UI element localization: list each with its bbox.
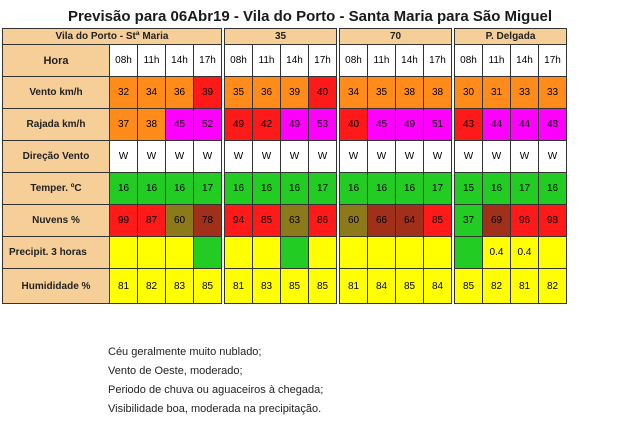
data-row bbox=[3, 109, 567, 141]
value-cell bbox=[368, 237, 396, 269]
value-cell: 98 bbox=[539, 205, 567, 237]
value-cell: 17 bbox=[309, 173, 337, 205]
hour-cell: 11h bbox=[368, 45, 396, 77]
value-cell: 49 bbox=[281, 109, 309, 141]
value-cell: 85 bbox=[194, 269, 222, 304]
value-cell: 52 bbox=[194, 109, 222, 141]
value-cell: 85 bbox=[253, 205, 281, 237]
value-cell bbox=[166, 237, 194, 269]
value-cell: 33 bbox=[511, 77, 539, 109]
value-cell: W bbox=[309, 141, 337, 173]
value-cell: 85 bbox=[309, 269, 337, 304]
note-line: Vento de Oeste, moderado; bbox=[108, 365, 243, 377]
location-header: Vila do Porto - Stª Maria bbox=[3, 29, 222, 45]
hour-cell: 14h bbox=[166, 45, 194, 77]
value-cell: 16 bbox=[281, 173, 309, 205]
value-cell: 85 bbox=[424, 205, 452, 237]
value-cell: W bbox=[340, 141, 368, 173]
value-cell: W bbox=[368, 141, 396, 173]
value-cell: 99 bbox=[110, 205, 138, 237]
value-cell: 40 bbox=[309, 77, 337, 109]
location-header: P. Delgada bbox=[455, 29, 567, 45]
hour-row bbox=[3, 45, 567, 77]
value-cell: 87 bbox=[138, 205, 166, 237]
value-cell: 43 bbox=[455, 109, 483, 141]
location-header-row bbox=[3, 29, 567, 45]
value-cell bbox=[253, 237, 281, 269]
value-cell bbox=[138, 237, 166, 269]
value-cell: 0.4 bbox=[511, 237, 539, 269]
row-label: Temper. ºC bbox=[3, 173, 110, 205]
row-label: Hora bbox=[3, 45, 110, 77]
row-label: Direção Vento bbox=[3, 141, 110, 173]
value-cell: 44 bbox=[483, 109, 511, 141]
value-cell: 16 bbox=[340, 173, 368, 205]
value-cell: 60 bbox=[340, 205, 368, 237]
value-cell: 48 bbox=[539, 109, 567, 141]
value-cell bbox=[194, 237, 222, 269]
forecast-notes bbox=[108, 343, 323, 419]
hour-cell: 08h bbox=[455, 45, 483, 77]
value-cell: 85 bbox=[281, 269, 309, 304]
value-cell: W bbox=[511, 141, 539, 173]
value-cell: 63 bbox=[281, 205, 309, 237]
value-cell: 38 bbox=[424, 77, 452, 109]
value-cell: 16 bbox=[225, 173, 253, 205]
hour-cell: 17h bbox=[194, 45, 222, 77]
note-line: Visibilidade boa, moderada na precipitação. bbox=[108, 403, 322, 415]
value-cell: 17 bbox=[424, 173, 452, 205]
value-cell: 45 bbox=[368, 109, 396, 141]
value-cell bbox=[424, 237, 452, 269]
value-cell: 38 bbox=[396, 77, 424, 109]
value-cell bbox=[281, 237, 309, 269]
value-cell: 32 bbox=[110, 77, 138, 109]
value-cell: W bbox=[539, 141, 567, 173]
value-cell: 16 bbox=[166, 173, 194, 205]
value-cell: 30 bbox=[455, 77, 483, 109]
value-cell: 38 bbox=[138, 109, 166, 141]
value-cell: 34 bbox=[340, 77, 368, 109]
value-cell: 64 bbox=[396, 205, 424, 237]
value-cell: 82 bbox=[483, 269, 511, 304]
data-row bbox=[3, 205, 567, 237]
value-cell: 16 bbox=[483, 173, 511, 205]
value-cell: 83 bbox=[166, 269, 194, 304]
hour-cell: 14h bbox=[281, 45, 309, 77]
note-line: Céu geralmente muito nublado; bbox=[108, 346, 262, 358]
value-cell: 35 bbox=[368, 77, 396, 109]
value-cell: 15 bbox=[455, 173, 483, 205]
value-cell: W bbox=[194, 141, 222, 173]
value-cell: 51 bbox=[424, 109, 452, 141]
value-cell: 85 bbox=[396, 269, 424, 304]
hour-cell: 08h bbox=[225, 45, 253, 77]
hour-cell: 11h bbox=[253, 45, 281, 77]
value-cell bbox=[396, 237, 424, 269]
value-cell: 42 bbox=[253, 109, 281, 141]
value-cell: 84 bbox=[424, 269, 452, 304]
row-label: Rajada km/h bbox=[3, 109, 110, 141]
value-cell: 16 bbox=[253, 173, 281, 205]
value-cell: 37 bbox=[455, 205, 483, 237]
value-cell: 39 bbox=[281, 77, 309, 109]
value-cell: W bbox=[138, 141, 166, 173]
row-label: Humididade % bbox=[3, 269, 110, 304]
value-cell: 44 bbox=[511, 109, 539, 141]
forecast-table bbox=[2, 28, 567, 304]
value-cell: 85 bbox=[455, 269, 483, 304]
hour-cell: 17h bbox=[539, 45, 567, 77]
value-cell: 36 bbox=[166, 77, 194, 109]
note-line: Periodo de chuva ou aguaceiros à chegada; bbox=[108, 384, 324, 396]
data-row bbox=[3, 237, 567, 269]
value-cell: W bbox=[253, 141, 281, 173]
value-cell: 49 bbox=[396, 109, 424, 141]
value-cell: 36 bbox=[253, 77, 281, 109]
data-row bbox=[3, 269, 567, 304]
value-cell bbox=[340, 237, 368, 269]
hour-cell: 14h bbox=[511, 45, 539, 77]
forecast-table-wrapper bbox=[2, 28, 567, 304]
value-cell bbox=[309, 237, 337, 269]
value-cell: 17 bbox=[511, 173, 539, 205]
value-cell: 81 bbox=[110, 269, 138, 304]
value-cell: W bbox=[110, 141, 138, 173]
hour-cell: 17h bbox=[424, 45, 452, 77]
value-cell: 45 bbox=[166, 109, 194, 141]
value-cell: 81 bbox=[340, 269, 368, 304]
value-cell bbox=[110, 237, 138, 269]
value-cell: 16 bbox=[368, 173, 396, 205]
value-cell: 86 bbox=[309, 205, 337, 237]
value-cell: 96 bbox=[511, 205, 539, 237]
value-cell: 66 bbox=[368, 205, 396, 237]
value-cell: 39 bbox=[194, 77, 222, 109]
value-cell: 94 bbox=[225, 205, 253, 237]
value-cell: 40 bbox=[340, 109, 368, 141]
hour-cell: 14h bbox=[396, 45, 424, 77]
value-cell: 83 bbox=[253, 269, 281, 304]
value-cell: W bbox=[225, 141, 253, 173]
value-cell: 33 bbox=[539, 77, 567, 109]
value-cell: 84 bbox=[368, 269, 396, 304]
hour-cell: 08h bbox=[340, 45, 368, 77]
row-label: Precipit. 3 horas bbox=[3, 237, 110, 269]
value-cell bbox=[539, 237, 567, 269]
value-cell: W bbox=[166, 141, 194, 173]
value-cell: W bbox=[424, 141, 452, 173]
hour-cell: 08h bbox=[110, 45, 138, 77]
value-cell: 60 bbox=[166, 205, 194, 237]
value-cell: 16 bbox=[138, 173, 166, 205]
value-cell: 16 bbox=[539, 173, 567, 205]
row-label: Vento km/h bbox=[3, 77, 110, 109]
value-cell: 16 bbox=[396, 173, 424, 205]
value-cell: 0.4 bbox=[483, 237, 511, 269]
value-cell: 35 bbox=[225, 77, 253, 109]
value-cell bbox=[455, 237, 483, 269]
value-cell: 69 bbox=[483, 205, 511, 237]
value-cell: W bbox=[396, 141, 424, 173]
value-cell: 82 bbox=[539, 269, 567, 304]
hour-cell: 11h bbox=[138, 45, 166, 77]
data-row bbox=[3, 173, 567, 205]
data-row bbox=[3, 77, 567, 109]
location-header: 35 bbox=[225, 29, 337, 45]
page-title: Previsão para 06Abr19 - Vila do Porto - Santa Maria para São Miguel bbox=[67, 8, 553, 25]
value-cell: 34 bbox=[138, 77, 166, 109]
hour-cell: 11h bbox=[483, 45, 511, 77]
row-label: Nuvens % bbox=[3, 205, 110, 237]
value-cell: 53 bbox=[309, 109, 337, 141]
value-cell: 16 bbox=[110, 173, 138, 205]
value-cell: 81 bbox=[511, 269, 539, 304]
value-cell: 37 bbox=[110, 109, 138, 141]
value-cell: W bbox=[483, 141, 511, 173]
hour-cell: 17h bbox=[309, 45, 337, 77]
value-cell: 81 bbox=[225, 269, 253, 304]
value-cell: 31 bbox=[483, 77, 511, 109]
data-row bbox=[3, 141, 567, 173]
value-cell: 82 bbox=[138, 269, 166, 304]
location-header: 70 bbox=[340, 29, 452, 45]
value-cell: W bbox=[455, 141, 483, 173]
value-cell: 78 bbox=[194, 205, 222, 237]
value-cell bbox=[225, 237, 253, 269]
value-cell: 17 bbox=[194, 173, 222, 205]
value-cell: W bbox=[281, 141, 309, 173]
value-cell: 49 bbox=[225, 109, 253, 141]
